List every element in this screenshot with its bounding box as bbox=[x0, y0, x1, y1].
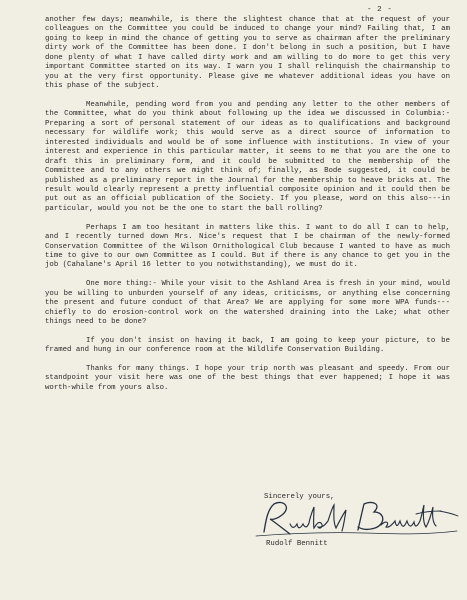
paragraph-3: Perhaps I am too hesitant in matters like this. I want to do all I can to help, and I recently turned down Mrs. Nice's request that I be chairman of the newly-formed Conservation Committee of the Wilson Ornithological Club because I wanted to have as much time to give to our own Committee as I could. But if there is any chance to get you in the job (Cahalane's April 16 letter to you notwithstanding), we must do it. bbox=[45, 223, 450, 270]
paragraph-1: another few days; meanwhile, is there the slightest chance that at the request of your colleagues on the Committee you could be induced to change your mind? Failing that, I am going to keep in mind the chance of getting you to serve as chairman after the preliminary dirty work of the Committee has been done. I don't belong in such a position, but I have done plenty of what I have called dirty work and am willing to do more to get this very important Committee started on its way. I warn you I shall relinquish the chairmanship to you at the very first opportunity. Please give me whatever additional ideas you have on this phase of the subject. bbox=[45, 16, 450, 91]
letter-body bbox=[45, 16, 450, 403]
paragraph-2: Meanwhile, pending word from you and pending any letter to the other members of the Committee, what do you think about following up the idea we discussed in Columbia:- Preparing a sort of personal statement of our ideas as to qualifications and background necessary for wildlife work; this would serve as a direct source of information to interested individuals and would be of some influence with institutions. In view of your interest and experience in this particular matter, it seems to me that you are the one to draft this in preliminary form, and it could be submitted to the membership of the Committee and to any others we might think of; finally, as Bode suggested, it could be published as a preliminary report in the Journal for the membership to heave bricks at. The result would clearly represent a pretty influential composite opinion and it could then be put out as an official publication of the Society. If you please, word on this also---in particular, would you not be the one to start the ball rolling? bbox=[45, 100, 450, 213]
paragraph-6: Thanks for many things. I hope your trip north was pleasant and speedy. From our standpoint your visit here was one of the best things that ever happened; I hope it was worth-while from yours also. bbox=[45, 364, 450, 392]
closing: Sincerely yours, bbox=[264, 493, 335, 501]
typed-name: Rudolf Bennitt bbox=[266, 540, 328, 548]
handwritten-signature bbox=[252, 497, 462, 539]
page-number: - 2 - bbox=[367, 6, 393, 14]
paragraph-4: One more thing:- While your visit to the Ashland Area is fresh in your mind, would you be willing to unburden yourself of any ideas, criticisms, or anything else concerning the present and future conduct of that Area? We are applying for some more WPA funds---chiefly to do erosion-control work on the watershed draining into the Lake; what other things need to be done? bbox=[45, 280, 450, 327]
paragraph-5: If you don't insist on having it back, I am going to keep your picture, to be framed and hung in our conference room at the Wildlife Conservation Building. bbox=[45, 336, 450, 355]
